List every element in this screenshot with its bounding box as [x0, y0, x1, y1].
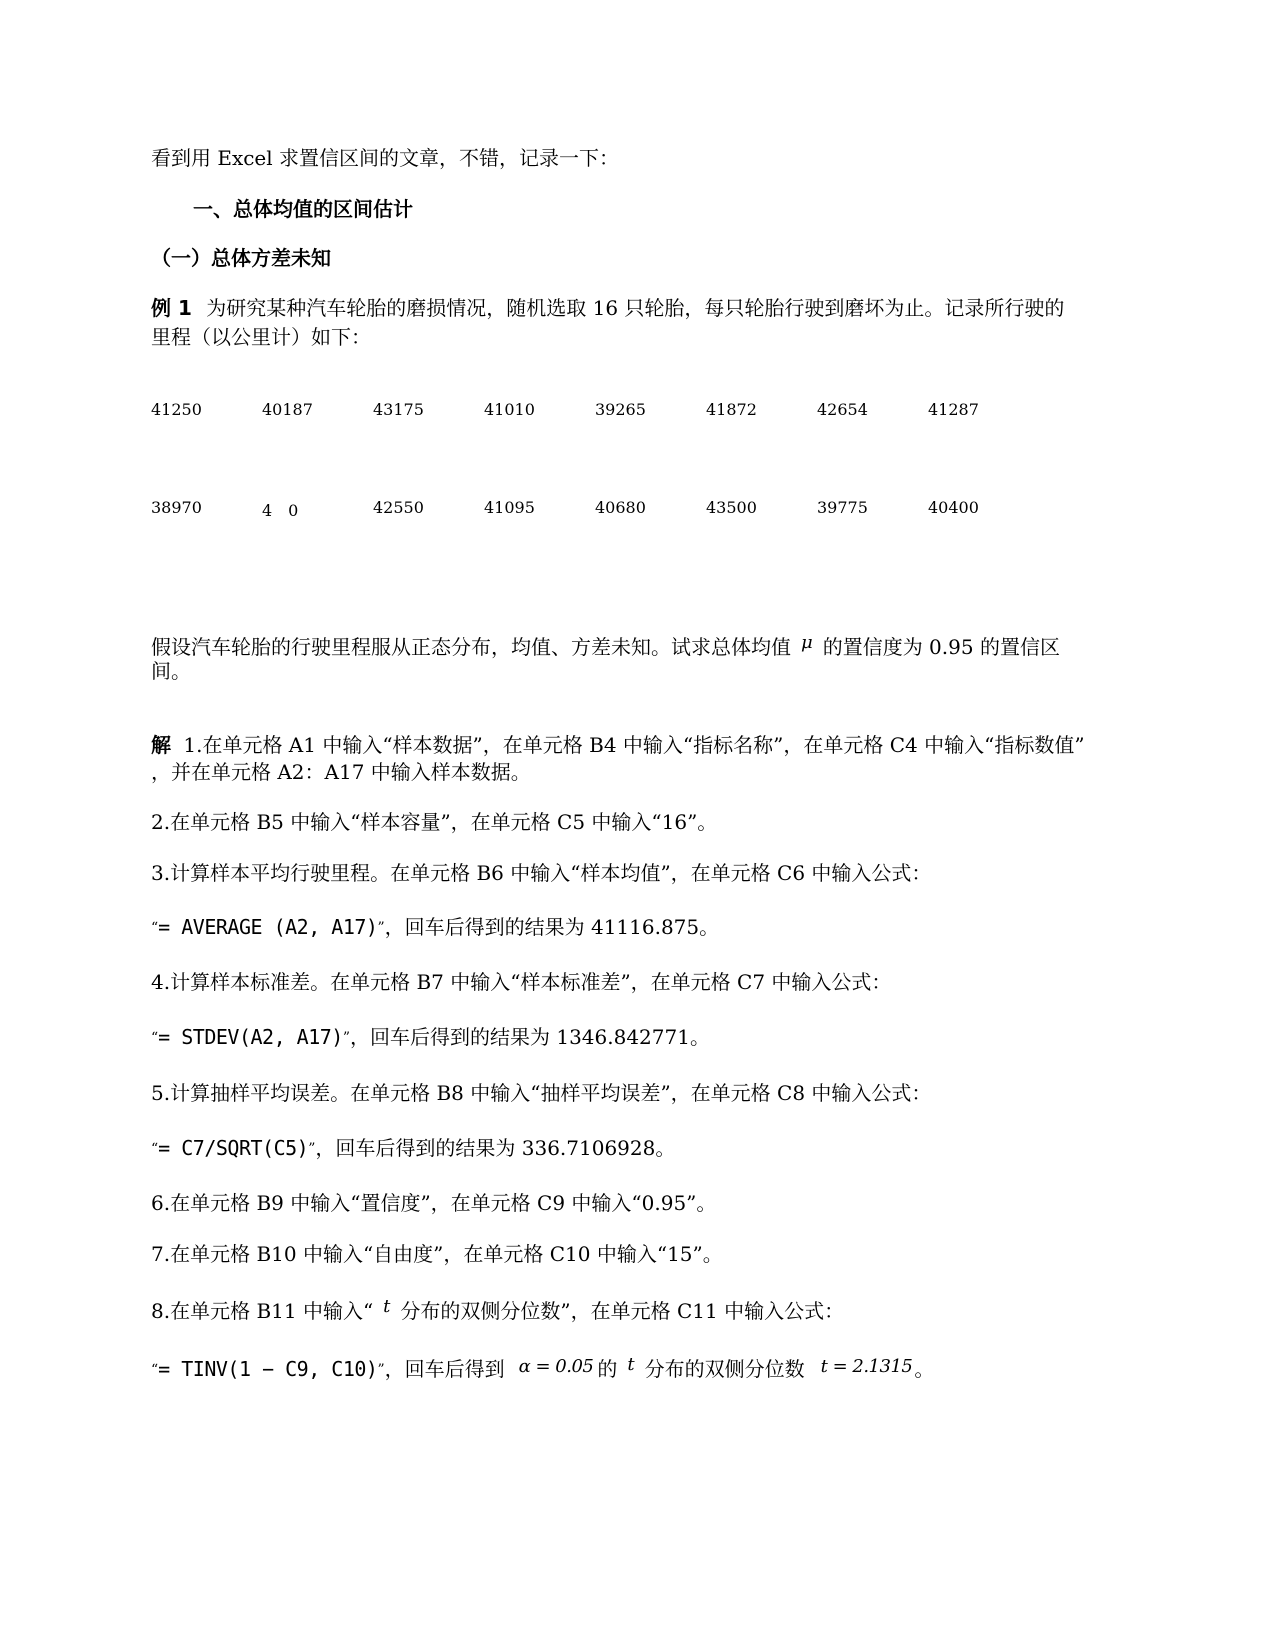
data-cell: 40187	[262, 400, 313, 419]
t-symbol: t	[383, 1296, 391, 1317]
close-quote: ”	[308, 1141, 316, 1157]
step-5-result: ，回车后得到的结果为 336.7106928。	[315, 1136, 676, 1160]
step-8-result-c: 分布的双侧分位数	[644, 1357, 805, 1381]
data-cell: 41010	[484, 400, 535, 419]
assumption-line-1	[151, 628, 1060, 662]
solution-step-3: 3.计算样本平均行驶里程。在单元格 B6 中输入“样本均值”，在单元格 C6 中输入公式：	[151, 861, 932, 885]
data-cell: 38970	[151, 498, 202, 517]
t-expression: t = 2.1315	[820, 1356, 913, 1377]
assumption-line-2: 间。	[151, 659, 191, 683]
step-5-formula-line	[151, 1133, 675, 1164]
data-row-2	[151, 498, 1151, 522]
assumption-text-b: 的置信度为 0.95 的置信区	[822, 635, 1060, 659]
data-cell: 39775	[817, 498, 868, 517]
data-cell: 40680	[595, 498, 646, 517]
step-8-formula: = TINV(1 − C9, C10)	[158, 1357, 378, 1381]
assumption-text-a: 假设汽车轮胎的行驶里程服从正态分布，均值、方差未知。试求总体均值	[151, 635, 791, 659]
data-cell: 42550	[373, 498, 424, 517]
step-3-formula: = AVERAGE (A2, A17)	[158, 915, 378, 939]
solution-label: 解	[151, 733, 171, 757]
step-8-text-b: 分布的双侧分位数”，在单元格 C11 中输入公式：	[400, 1299, 845, 1323]
data-cell: 41095	[484, 498, 535, 517]
data-cell: 42654	[817, 400, 868, 419]
step-4-result: ，回车后得到的结果为 1346.842771。	[350, 1025, 710, 1049]
example-line-1	[151, 293, 1064, 323]
step-3-formula-line	[151, 912, 719, 943]
data-cell: 43500	[706, 498, 757, 517]
solution-step-6: 6.在单元格 B9 中输入“置信度”，在单元格 C9 中输入“0.95”。	[151, 1191, 717, 1215]
step-5-formula: = C7/SQRT(C5)	[158, 1136, 309, 1160]
solution-step-1-line-2: ，并在单元格 A2：A17 中输入样本数据。	[151, 760, 531, 784]
close-quote: ”	[377, 920, 385, 936]
example-text-1: 为研究某种汽车轮胎的磨损情况，随机选取 16 只轮胎，每只轮胎行驶到磨坏为止。记录所行驶的	[206, 296, 1065, 320]
solution-step-7: 7.在单元格 B10 中输入“自由度”，在单元格 C10 中输入“15”。	[151, 1242, 723, 1266]
data-cell: 40400	[928, 498, 979, 517]
data-cell: 41250	[151, 400, 202, 419]
solution-step-1-line-1	[151, 730, 1085, 760]
data-cell: 43175	[373, 400, 424, 419]
solution-step-5: 5.计算抽样平均误差。在单元格 B8 中输入“抽样平均误差”，在单元格 C8 中输入公式：	[151, 1081, 932, 1105]
close-quote: ”	[342, 1030, 350, 1046]
step-4-formula-line	[151, 1022, 710, 1053]
solution-step-8	[151, 1292, 844, 1326]
data-cell: 39265	[595, 400, 646, 419]
step-8-formula-line	[151, 1350, 934, 1385]
open-quote: “	[151, 1141, 159, 1157]
step-8-result-b: 的	[597, 1357, 618, 1381]
step-1-text: 1.在单元格 A1 中输入“样本数据”，在单元格 B4 中输入“指标名称”，在单元格 C4 中输入“指标数值”	[183, 733, 1085, 757]
open-quote: “	[151, 1030, 159, 1046]
step-8-end: 。	[914, 1357, 935, 1381]
data-cell: 4 0	[262, 501, 299, 520]
close-quote: ”	[377, 1362, 385, 1378]
data-cell: 41872	[706, 400, 757, 419]
example-line-2: 里程（以公里计）如下：	[151, 325, 371, 349]
step-3-result: ，回车后得到的结果为 41116.875。	[384, 915, 720, 939]
data-cell: 41287	[928, 400, 979, 419]
step-8-text-a: 8.在单元格 B11 中输入“	[151, 1299, 374, 1323]
open-quote: “	[151, 920, 159, 936]
solution-step-2: 2.在单元格 B5 中输入“样本容量”，在单元格 C5 中输入“16”。	[151, 810, 718, 834]
subsection-title: （一）总体方差未知	[151, 246, 331, 270]
step-4-formula: = STDEV(A2, A17)	[158, 1025, 343, 1049]
t-symbol: t	[627, 1354, 635, 1375]
open-quote: “	[151, 1362, 159, 1378]
section-title: 一、总体均值的区间估计	[193, 197, 413, 221]
step-8-result-a: ，回车后得到	[384, 1357, 505, 1381]
example-label: 例 1	[151, 296, 192, 320]
mu-symbol: μ	[801, 632, 813, 653]
alpha-expression: α = 0.05	[518, 1356, 594, 1377]
intro-line: 看到用 Excel 求置信区间的文章，不错，记录一下：	[151, 146, 620, 170]
data-row-1	[151, 400, 1151, 424]
solution-step-4: 4.计算样本标准差。在单元格 B7 中输入“样本标准差”，在单元格 C7 中输入公式：	[151, 970, 892, 994]
